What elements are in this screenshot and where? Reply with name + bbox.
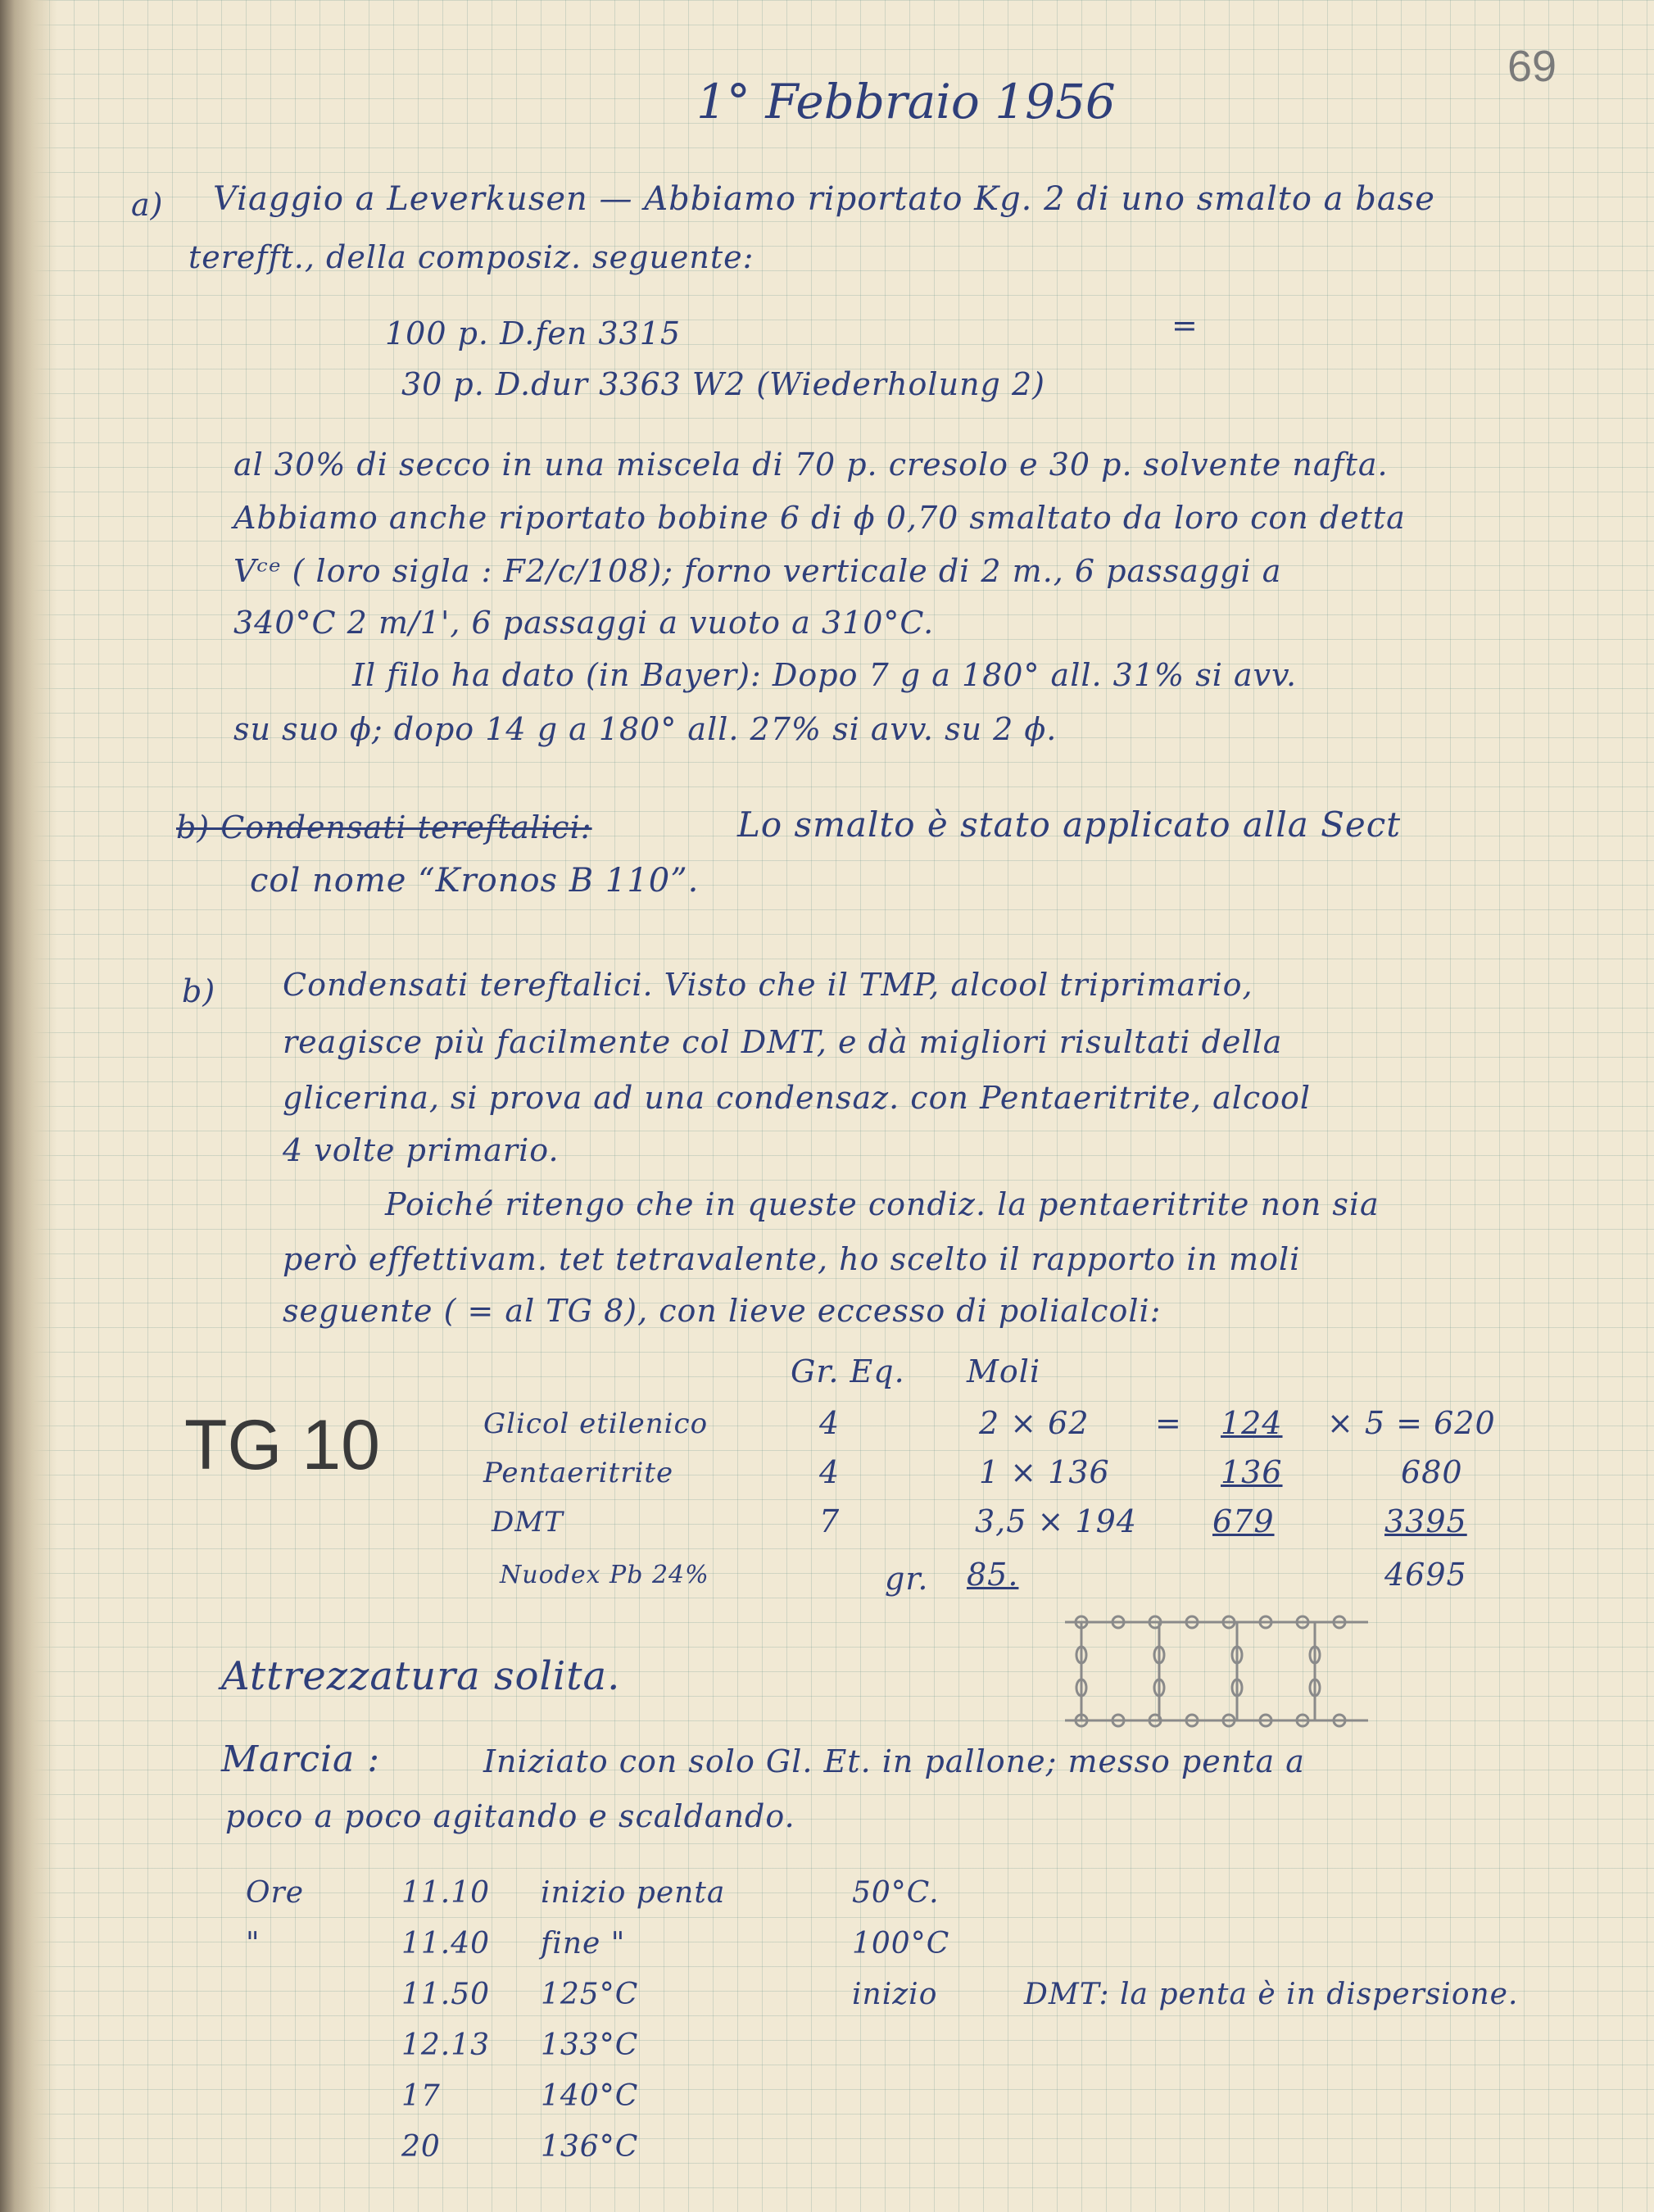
section-a-paragraph-4: 340°C 2 m/1', 6 passaggi a vuoto a 310°C. xyxy=(233,605,935,641)
log-c3: 140°C xyxy=(541,2079,639,2113)
section-a-paragraph-5: Il filo ha dato (in Bayer): Dopo 7 g a 180° all. 31% si avv. xyxy=(352,657,1298,693)
log-c3: inizio penta xyxy=(541,1876,726,1910)
section-b-line-3: glicerina, si prova ad una condensaz. con Pentaeritrite, alcool xyxy=(283,1080,1312,1116)
log-c3: 136°C xyxy=(541,2130,639,2164)
row-value: 124 xyxy=(1221,1405,1283,1441)
section-b-line-4: 4 volte primario. xyxy=(283,1132,560,1168)
row-sep: = xyxy=(1155,1405,1182,1441)
row-name: DMT xyxy=(492,1506,564,1539)
log-c1: Ore xyxy=(246,1876,305,1910)
section-a-paragraph-3: Vᶜᵉ ( loro sigla : F2/c/108); forno verticale di 2 m., 6 passaggi a xyxy=(233,553,1282,589)
row-name: Glicol etilenico xyxy=(483,1407,709,1440)
row-value: 136 xyxy=(1221,1454,1283,1490)
row-total: 4695 xyxy=(1384,1557,1467,1593)
section-a-paragraph-6: su suo ϕ; dopo 14 g a 180° all. 27% si avv. su 2 ϕ. xyxy=(233,711,1058,747)
batch-label: TG 10 xyxy=(184,1406,380,1484)
row-total: 680 xyxy=(1401,1454,1463,1490)
row-name: Pentaeritrite xyxy=(483,1457,674,1489)
row-moli: 1 × 136 xyxy=(979,1454,1110,1490)
kronos-line-2: col nome “Kronos B 110”. xyxy=(250,862,700,900)
table-header-eq: Gr. Eq. xyxy=(791,1353,905,1389)
struck-heading: b) Condensati tereftalici: xyxy=(176,809,592,845)
log-c2: 11.40 xyxy=(401,1927,491,1960)
section-b-line-2: reagisce più facilmente col DMT, e dà migliori risultati della xyxy=(283,1024,1283,1060)
row-moli: 3,5 × 194 xyxy=(975,1503,1137,1539)
row-name: Nuodex Pb 24% xyxy=(500,1561,709,1589)
section-b-line-1: Condensati tereftalici. Visto che il TMP, alcool triprimario, xyxy=(283,967,1253,1003)
log-c2: 17 xyxy=(401,2079,441,2113)
log-c2: 12.13 xyxy=(401,2028,491,2062)
row-total: 3395 xyxy=(1384,1503,1467,1539)
formula-line-2: 30 p. D.dur 3363 W2 (Wiederholung 2) xyxy=(401,366,1045,402)
section-a-line2: terefft., della composiz. seguente: xyxy=(188,239,754,275)
section-b-line-6: però effettivam. tet tetravalente, ho scelto il rapporto in moli xyxy=(283,1241,1301,1277)
row-total: × 5 = 620 xyxy=(1327,1405,1496,1441)
log-c1: " xyxy=(246,1927,261,1960)
row-eq: 7 xyxy=(819,1503,841,1539)
log-c2: 20 xyxy=(401,2130,441,2164)
formula-equals: = xyxy=(1171,307,1199,343)
log-c4: 100°C xyxy=(852,1927,950,1960)
row-moli: 2 × 62 xyxy=(979,1405,1090,1441)
section-a-line1: Viaggio a Leverkusen — Abbiamo riportato Kg. 2 di uno smalto a base xyxy=(213,180,1435,218)
procedure-label: Marcia : xyxy=(221,1738,381,1780)
formula-line-1: 100 p. D.fen 3315 xyxy=(385,315,682,351)
procedure-line-2: poco a poco agitando e scaldando. xyxy=(225,1798,795,1834)
log-c5: DMT: la penta è in dispersione. xyxy=(1024,1978,1519,2011)
procedure-line-1: Iniziato con solo Gl. Et. in pallone; messo penta a xyxy=(483,1743,1305,1779)
page-title: 1° Febbraio 1956 xyxy=(696,74,1116,129)
log-c3: 125°C xyxy=(541,1978,639,2011)
section-a-marker: a) xyxy=(131,187,164,223)
log-c2: 11.50 xyxy=(401,1978,491,2011)
row-eq: gr. xyxy=(885,1561,929,1597)
log-c3: fine " xyxy=(541,1927,626,1960)
log-c2: 11.10 xyxy=(401,1876,491,1910)
section-a-paragraph-2: Abbiamo anche riportato bobine 6 di ϕ 0,70 smaltato da loro con detta xyxy=(233,500,1406,536)
polymer-structure-sketch xyxy=(1057,1598,1384,1753)
section-b-line-7: seguente ( = al TG 8), con lieve eccesso di polialcoli: xyxy=(283,1293,1162,1329)
row-moli: 85. xyxy=(967,1557,1019,1593)
row-eq: 4 xyxy=(819,1454,841,1490)
section-b-marker: b) xyxy=(182,973,216,1009)
binding-shadow xyxy=(0,0,57,2212)
row-value: 679 xyxy=(1212,1503,1275,1539)
log-c4: 50°C. xyxy=(852,1876,940,1910)
table-header-moli: Moli xyxy=(967,1353,1041,1389)
kronos-line-1: Lo smalto è stato applicato alla Sect xyxy=(737,805,1402,845)
page-number: 69 xyxy=(1507,42,1557,91)
row-eq: 4 xyxy=(819,1405,841,1441)
log-c4: inizio xyxy=(852,1978,938,2011)
section-b-line-5: Poiché ritengo che in queste condiz. la pentaeritrite non sia xyxy=(385,1186,1380,1222)
log-c3: 133°C xyxy=(541,2028,639,2062)
equipment-note: Attrezzatura solita. xyxy=(221,1653,621,1699)
section-a-paragraph-1: al 30% di secco in una miscela di 70 p. cresolo e 30 p. solvente nafta. xyxy=(233,446,1389,483)
